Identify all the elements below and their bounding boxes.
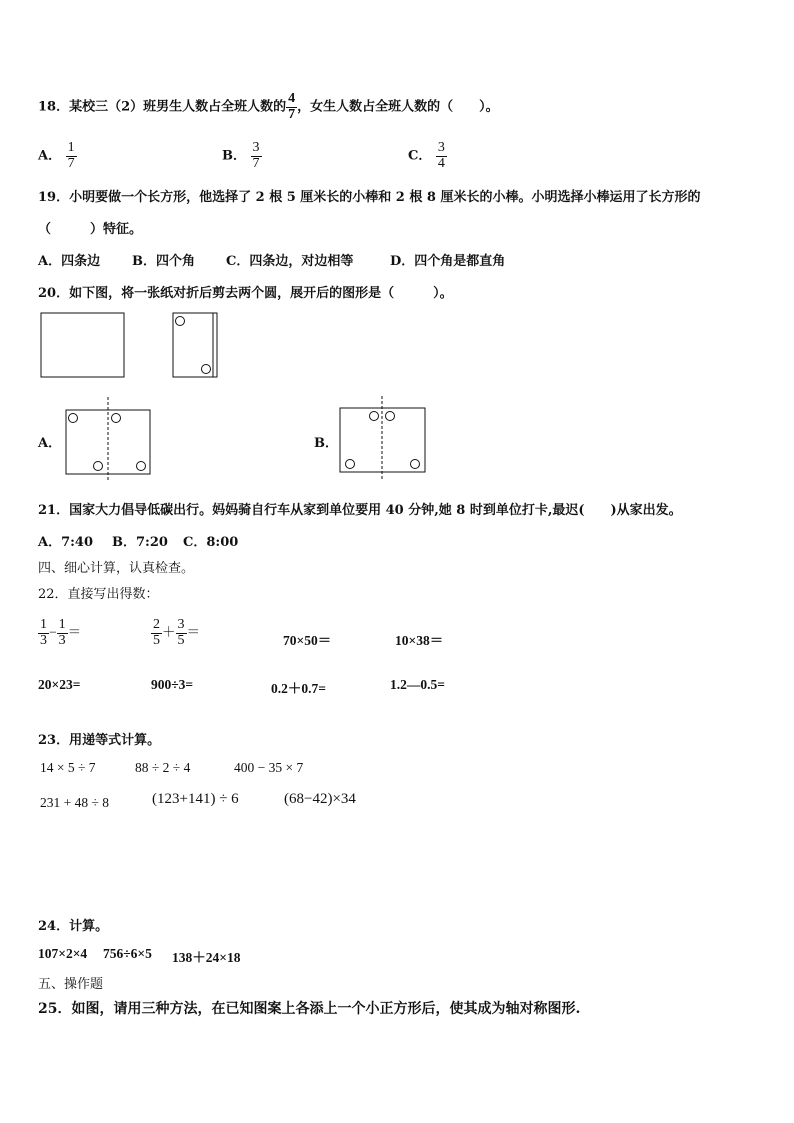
- q20-option-b-circle: [411, 460, 420, 469]
- q22-expr-2-op: ＋: [162, 624, 176, 640]
- frac-den: 7: [252, 155, 260, 171]
- q18-frac-den: 7: [288, 106, 296, 122]
- q22-expr-1-op: −: [49, 624, 57, 640]
- q25-stem: 25．如图，请用三种方法，在已知图案上各添上一个小正方形后，使其成为轴对称图形.: [38, 1001, 581, 1017]
- q20-option-a-circle: [69, 414, 78, 423]
- frac-den: 7: [67, 155, 75, 171]
- q22-expr-2: [151, 618, 200, 648]
- q19-option-b[interactable]: B．四个角: [132, 254, 195, 269]
- frac-num: 3: [437, 140, 445, 155]
- q20-paper-sheet: [41, 313, 124, 377]
- frac-den: 4: [437, 155, 445, 171]
- q18-option-a-label: A．: [38, 148, 62, 164]
- q22-title: 22．直接写出得数：: [38, 587, 159, 602]
- q22-expr-3: 70×50＝: [283, 633, 332, 648]
- q19-option-c[interactable]: C．四条边，对边相等: [226, 254, 354, 269]
- frac-num: 3: [252, 140, 260, 155]
- q22-expr-7: 0.2＋0.7=: [271, 681, 326, 696]
- q18-text-before: 某校三（2）班男生人数占全班人数的: [69, 99, 287, 115]
- q19-option-d[interactable]: D．四个角是都直角: [390, 254, 506, 269]
- q20-option-a-circle: [112, 414, 121, 423]
- q21-stem: 21．国家大力倡导低碳出行。妈妈骑自行车从家到单位要用 40 分钟,她 8 时到单位打卡,最迟( )从家出发。: [38, 503, 682, 518]
- q20-option-b-circle: [370, 412, 379, 421]
- frac-num: 1: [40, 617, 47, 632]
- q18-frac-num: 4: [288, 91, 296, 106]
- q23-expr-6: (68−42)×34: [284, 791, 356, 807]
- q19-line1: 19．小明要做一个长方形，他选择了 2 根 5 厘米长的小棒和 2 根 8 厘米长的小棒。小明选择小棒运用了长方形的: [38, 190, 701, 205]
- q24-expr-1: 107×2×4: [38, 946, 88, 961]
- q22-expr-8: 1.2—0.5=: [390, 677, 445, 692]
- q20-option-b-circle: [386, 412, 395, 421]
- q19-option-a[interactable]: A．四条边: [38, 254, 101, 269]
- q22-expr-2-frac-b: [176, 618, 187, 648]
- q24-expr-3: 138＋24×18: [172, 950, 241, 965]
- frac-den: 3: [40, 632, 47, 648]
- section-5-heading: 五、操作题: [38, 977, 104, 992]
- frac-den: 3: [58, 632, 66, 648]
- q21-option-b[interactable]: B．7:20: [112, 535, 168, 550]
- q20-option-a-label[interactable]: A．: [38, 436, 62, 451]
- q22-expr-4: 10×38＝: [395, 633, 444, 648]
- q22-expr-1-frac-a: [38, 618, 49, 648]
- q23-expr-5: (123+141) ÷ 6: [152, 791, 239, 807]
- q20-folded-paper: [173, 313, 213, 377]
- q18-option-b-label: B．: [222, 148, 246, 164]
- section-4-heading: 四、细心计算，认真检查。: [38, 561, 195, 576]
- q23-expr-4: 231 + 48 ÷ 8: [40, 795, 110, 810]
- q23-expr-2: 88 ÷ 2 ÷ 4: [135, 760, 191, 775]
- q18-number: 18．: [38, 99, 70, 115]
- q22-expr-1-eq: ＝: [67, 624, 82, 640]
- q22-expr-5: 20×23=: [38, 677, 81, 692]
- frac-num: 2: [153, 617, 160, 632]
- q21-option-a[interactable]: A．7:40: [38, 535, 94, 550]
- frac-num: 1: [58, 617, 66, 632]
- q23-expr-3: 400 − 35 × 7: [234, 760, 304, 775]
- q21-option-c[interactable]: C．8:00: [183, 535, 239, 550]
- frac-den: 5: [177, 632, 185, 648]
- frac-num: 1: [67, 140, 75, 155]
- q22-expr-2-frac-a: [151, 618, 162, 648]
- q23-title: 23．用递等式计算。: [38, 733, 161, 748]
- q20-option-b-circle: [346, 460, 355, 469]
- q20-option-a-circle: [94, 462, 103, 471]
- q20-stem: 20．如下图，将一张纸对折后剪去两个圆，展开后的图形是（ ）。: [38, 286, 453, 301]
- q20-option-a-circle: [137, 462, 146, 471]
- q22-expr-1: [38, 618, 81, 648]
- q24-title: 24．计算。: [38, 919, 109, 934]
- q18-text-after: ，女生人数占全班人数的（ ）。: [297, 99, 499, 115]
- q22-expr-1-frac-b: [57, 618, 68, 648]
- q24-expr-2: 756÷6×5: [103, 946, 152, 961]
- frac-den: 5: [153, 632, 160, 648]
- q19-line2: （ ）特征。: [38, 222, 143, 237]
- q22-expr-6: 900÷3=: [151, 677, 194, 692]
- q20-option-b-label[interactable]: B．: [314, 436, 338, 451]
- frac-num: 3: [177, 617, 185, 632]
- q22-expr-2-eq: ＝: [186, 624, 200, 640]
- q23-expr-1: 14 × 5 ÷ 7: [40, 760, 96, 775]
- q18-option-c-label: C．: [408, 148, 432, 164]
